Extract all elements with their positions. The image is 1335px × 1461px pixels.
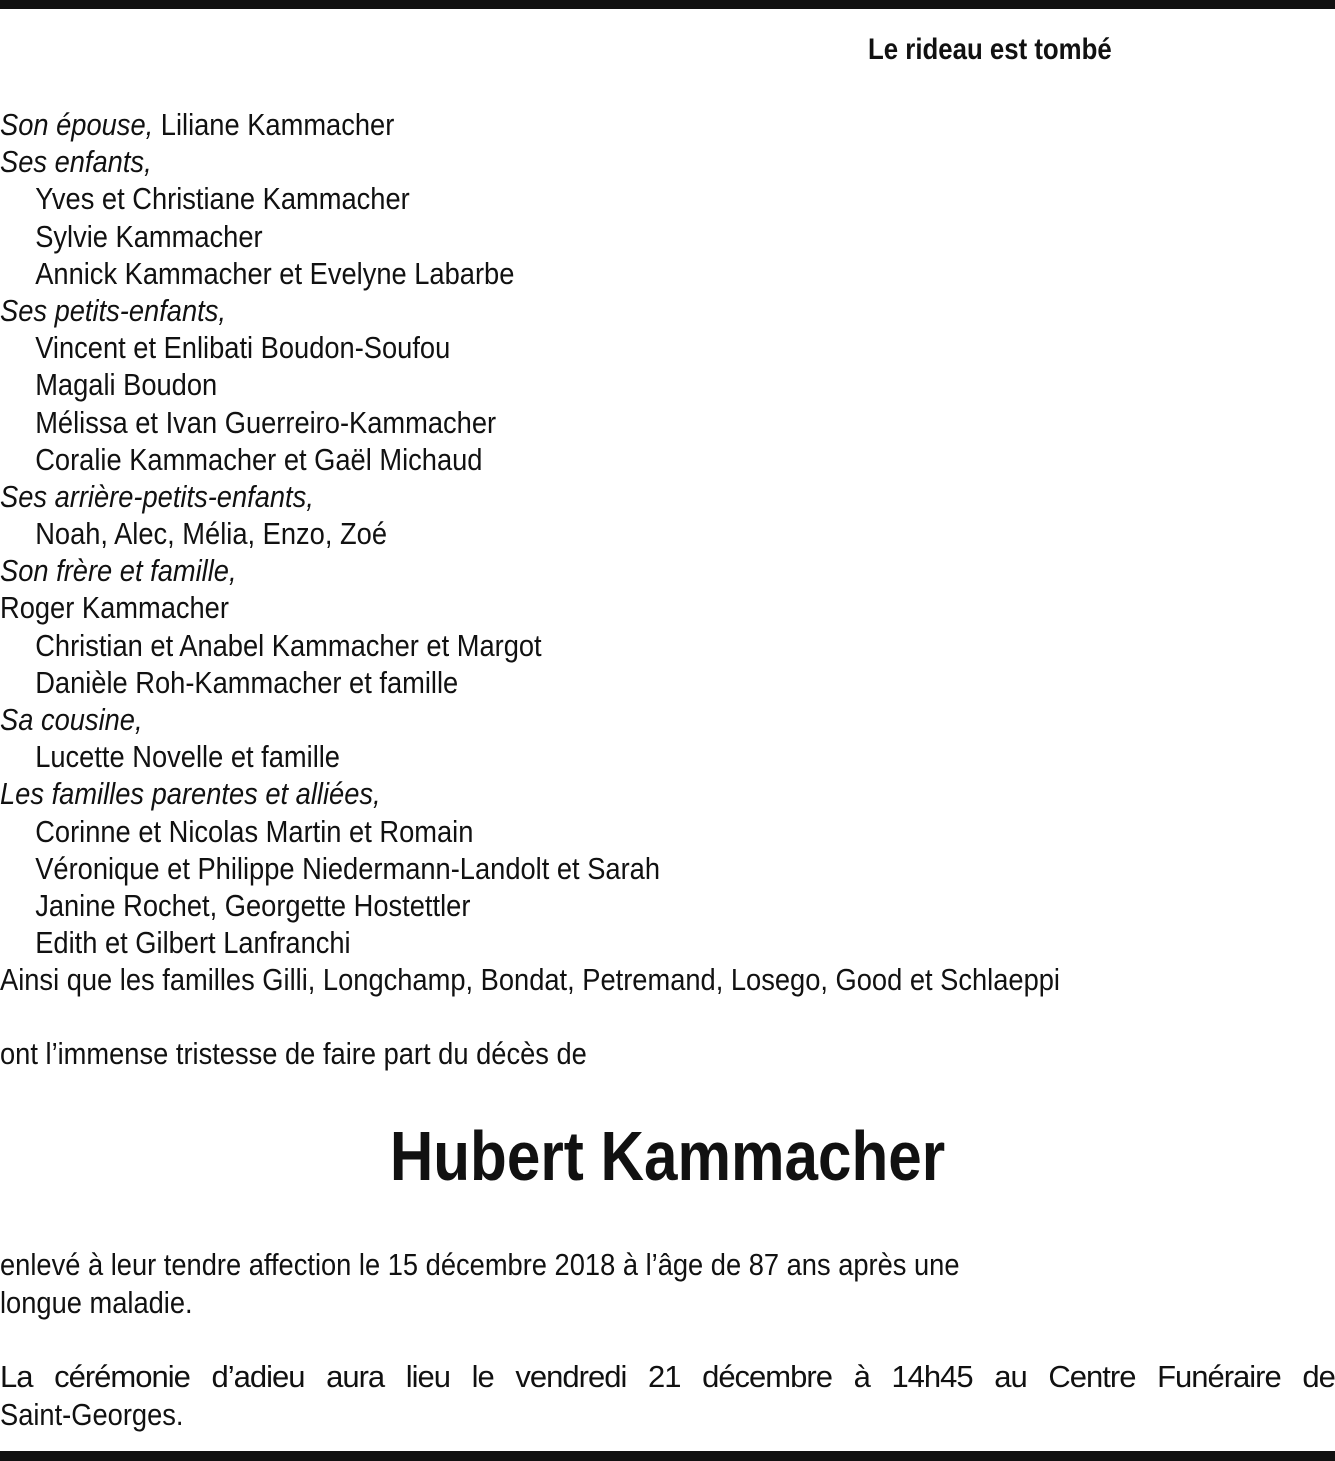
- relation-label: Sa cousine,: [0, 702, 143, 737]
- relative-name: Edith et Gilbert Lanfranchi: [35, 925, 351, 961]
- announcement-text: ont l’immense tristesse de faire part du décès de: [0, 1036, 587, 1071]
- relative-name: Sylvie Kammacher: [35, 218, 263, 254]
- relation-label: Son épouse,: [0, 107, 154, 142]
- ceremony-word: cérémonie: [54, 1359, 190, 1394]
- relation-label: Son frère et famille,: [0, 553, 237, 589]
- relative-name: Janine Rochet, Georgette Hostettler: [35, 887, 471, 923]
- ceremony-word: à: [853, 1359, 870, 1394]
- death-notice-line-2: longue maladie.: [0, 1285, 193, 1320]
- ceremony-word: au: [994, 1359, 1027, 1394]
- relative-name: Danièle Roh-Kammacher et famille: [35, 664, 459, 700]
- ceremony-word: 21: [647, 1359, 681, 1394]
- ceremony-word: La: [0, 1359, 33, 1394]
- ceremony-line-2: Saint-Georges.: [0, 1397, 184, 1432]
- bottom-rule: [0, 1451, 1335, 1461]
- relative-name: Annick Kammacher et Evelyne Labarbe: [35, 255, 515, 291]
- relative-name: Corinne et Nicolas Martin et Romain: [35, 813, 474, 849]
- relation-label: Ses petits-enfants,: [0, 292, 226, 328]
- relation-label: Ses arrière-petits-enfants,: [0, 478, 314, 514]
- notice-heading: Le rideau est tombé: [868, 33, 1112, 66]
- relative-name: Véronique et Philippe Niedermann-Landolt et Sarah: [35, 850, 661, 886]
- relative-name: Christian et Anabel Kammacher et Margot: [35, 627, 542, 663]
- relative-name: Liliane Kammacher: [153, 107, 395, 142]
- relative-name: Magali Boudon: [35, 367, 218, 403]
- ceremony-paragraph: [0, 1358, 1335, 1434]
- ceremony-word: Funéraire: [1157, 1359, 1281, 1394]
- relation-label: Ses enfants,: [0, 144, 152, 180]
- ceremony-word: d’adieu: [211, 1359, 305, 1394]
- top-rule: [0, 0, 1335, 9]
- relative-name: Roger Kammacher: [0, 590, 229, 626]
- ceremony-word: aura: [326, 1359, 385, 1394]
- ceremony-word: Centre: [1048, 1359, 1136, 1394]
- ceremony-word: le: [471, 1359, 494, 1394]
- relative-name: Ainsi que les familles Gilli, Longchamp, Bondat, Petremand, Losego, Good et Schlaeppi: [0, 962, 1061, 998]
- ceremony-line-1: [0, 1358, 1335, 1396]
- relative-name: Lucette Novelle et famille: [35, 739, 340, 775]
- relative-name: Yves et Christiane Kammacher: [35, 181, 410, 217]
- death-notice-line-1: enlevé à leur tendre affection le 15 décembre 2018 à l’âge de 87 ans après une: [0, 1247, 960, 1282]
- relative-name: Vincent et Enlibati Boudon-Soufou: [35, 330, 451, 366]
- ceremony-word: 14h45: [891, 1359, 973, 1394]
- relation-label: Les familles parentes et alliées,: [0, 776, 381, 812]
- family-line: [0, 106, 1175, 143]
- deceased-name: Hubert Kammacher: [389, 1117, 946, 1195]
- ceremony-word: lieu: [405, 1359, 451, 1394]
- relative-name: Coralie Kammacher et Gaël Michaud: [35, 441, 483, 477]
- family-list: [0, 106, 1335, 999]
- relative-name: Noah, Alec, Mélia, Enzo, Zoé: [35, 516, 387, 552]
- ceremony-word: de: [1302, 1359, 1335, 1394]
- relative-name: Mélissa et Ivan Guerreiro-Kammacher: [35, 404, 497, 440]
- ceremony-word: vendredi: [515, 1359, 627, 1394]
- ceremony-word: décembre: [702, 1359, 832, 1394]
- death-notice-paragraph: [0, 1246, 1335, 1322]
